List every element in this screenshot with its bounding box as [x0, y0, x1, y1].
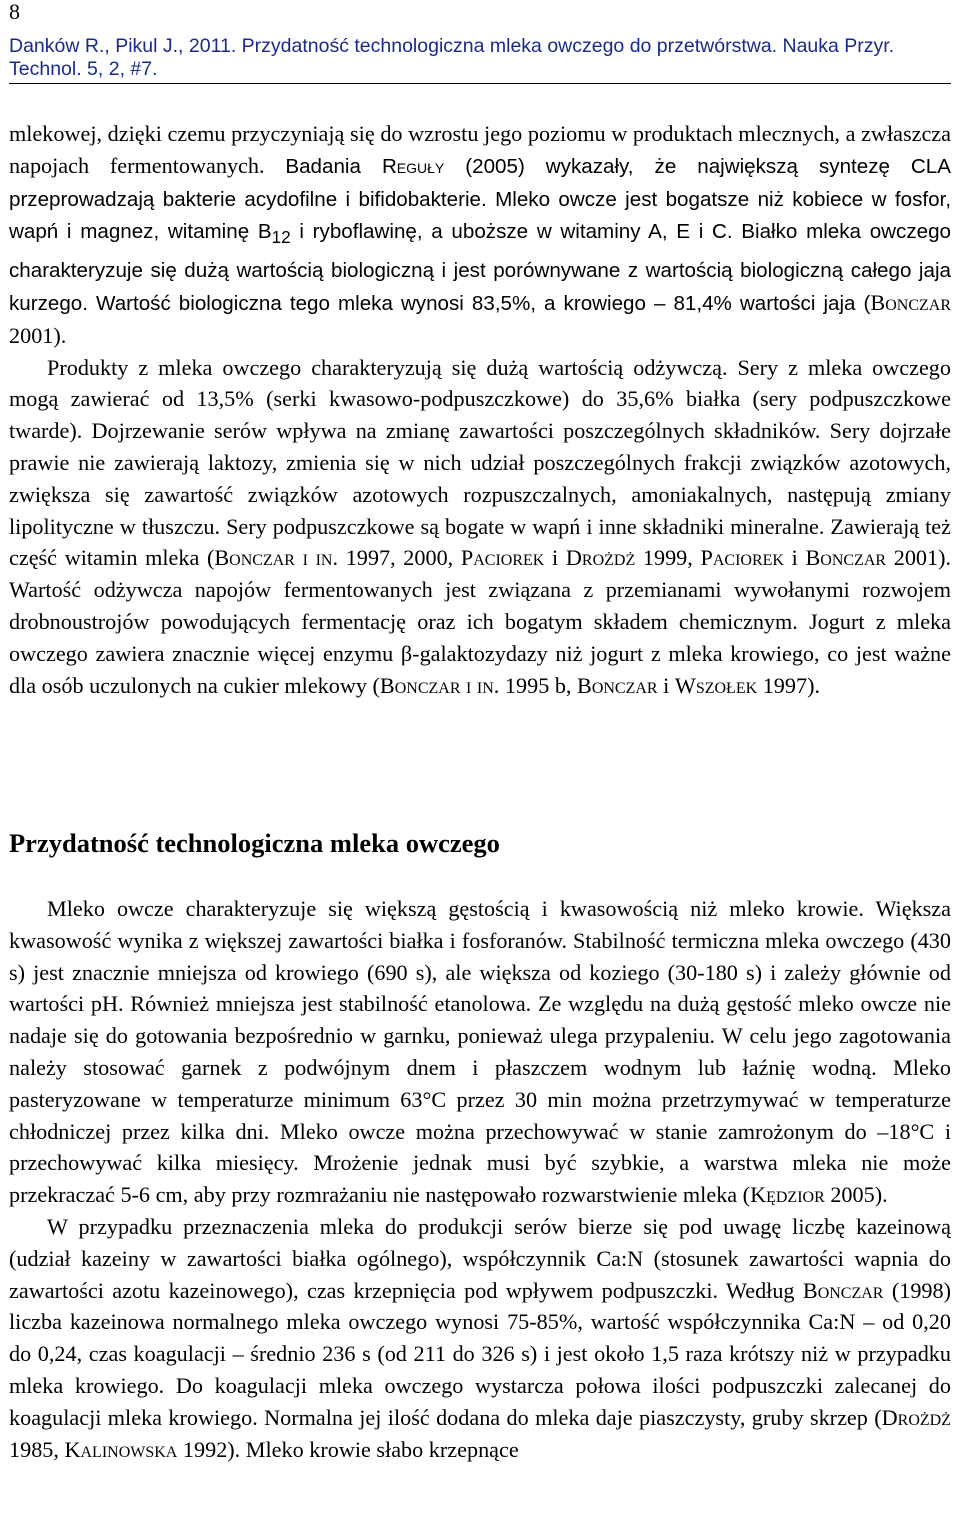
author-citation: Paciorek	[700, 545, 784, 571]
section-heading: Przydatność technologiczna mleka owczego	[9, 828, 500, 858]
text-run: 2001). Wartość odżywcza napojów fermentowanych jest związana z przemianami wywołanymi rozwojem drobnoustrojów powodujących fermentację oraz ich bogatym składem chemicznym. Jogurt z mleka owczego zawiera znacznie więcej enzymu β-galaktozydazy niż jogurt z mleka krowiego, co jest ważne dla osób uczulonych na cukier mlekowy (	[9, 545, 952, 698]
text-run: Produkty z mleka owczego charakteryzują się dużą wartością odżywczą. Sery z mleka owczego mogą zawierać od 13,5% (serki kwasowo-podpuszczkowe) do 35,6% białka (sery podpuszczkowe twarde). Dojrzewanie serów wpływa na zmianę zawartości poszczególnych składników. Sery dojrzałe prawie nie zawierają laktozy, zmienia się w nich udział poszczególnych frakcji związków azotowych, zwiększa się zawartość związków azotowych rozpuszczalnych, amoniakalnych, następują zmiany lipolityczne w tłuszczu. Sery podpuszczkowe są bogate w wapń i inne składniki mineralne. Zawierają też część witamin mleka (	[9, 354, 951, 571]
text-run: 1995 b,	[499, 672, 578, 698]
text-run: 1985,	[9, 1436, 65, 1462]
paragraph-technological-properties	[9, 893, 951, 1211]
text-run: 1997, 2000,	[338, 545, 461, 571]
author-citation: Bonczar	[870, 290, 951, 316]
body-text-lower	[9, 893, 951, 1465]
subscript: 12	[271, 227, 291, 248]
body-text-upper	[9, 118, 951, 701]
text-run: W przypadku przeznaczenia mleka do produkcji serów bierze się pod uwagę liczbę kazeinową (udział kazeiny w zawartości białka ogólnego), współczynnik Ca:N (stosunek zawartości wapnia do zawartości azotu kazeinowego), czas krzepnięcia pod wpływem podpuszczki. Według	[9, 1213, 951, 1303]
text-run: mlekowej, dzięki czemu przyczyniają się do wzrostu jego poziomu w produktach mlecznych, a zwłaszcza napojach fermentowanych.	[9, 121, 951, 178]
running-header-citation: Danków R., Pikul J., 2011. Przydatność technologiczna mleka owczego do przetwórstwa. Nauka Przyr. Technol. 5, 2, #7.	[9, 35, 895, 80]
author-citation: Bonczar i in.	[379, 672, 500, 698]
author-citation: Bonczar	[802, 1277, 884, 1303]
author-citation: Bonczar i in.	[214, 545, 339, 571]
paragraph-products	[9, 352, 951, 702]
author-citation: Bonczar	[805, 545, 887, 571]
page-number: 8	[9, 0, 20, 24]
text-run: Mleko owcze charakteryzuje się większą gęstością i kwasowością niż mleko krowie. Większa kwasowość wynika z większej zawartości białka i fosforanów. Stabilność termiczna mleka owczego (430 s) jest znacznie mniejsza od krowiego (690 s), ale większa od koziego (30-180 s) i zależy głównie od wartości pH. Również mniejsza jest stabilność etanolowa. Ze względu na dużą gęstość mleko owcze nie nadaje się do gotowania bezpośrednio w garnku, ponieważ ulega przypaleniu. W celu jego zagotowania należy stosować garnek z podwójnym dnem i płaszczem wodnym lub łaźnię wodną. Mleko pasteryzowane w temperaturze minimum 63°C przez 30 min można przetrzymywać w temperaturze chłodniczej przez kilka dni. Mleko owcze można przechowywać w stanie zamrożonym do –18°C i przechowywać kilka miesięcy. Mrożenie jednak musi być szybkie, a warstwa mleka nie może przekraczać 5-6 cm, aby przy rozmrażaniu nie następowało rozwarstwienie mleka (	[9, 896, 951, 1208]
paragraph-milk-composition	[9, 118, 951, 352]
author-citation: Bonczar	[577, 672, 658, 698]
text-run: 1999,	[635, 545, 701, 571]
text-run: Badania	[285, 154, 382, 178]
author-citation: Drożdż	[881, 1404, 951, 1430]
text-run: i	[544, 545, 566, 571]
text-run: i	[783, 545, 806, 571]
text-run: i ryboflawinę, a uboższe w witaminy A, E i C.	[290, 220, 733, 244]
text-run: 2001).	[9, 322, 67, 348]
text-run: i	[657, 672, 675, 698]
text-run: 2005).	[824, 1182, 888, 1208]
header-rule	[9, 83, 951, 84]
text-run: Białko mleka owczego charakteryzuje się dużą wartością biologiczną i jest porównywane z wartością biologiczną całego jaja kurzego. Wartość biologiczna tego mleka wynosi 83,5%, a krowiego – 81,4% wartości jaja (	[9, 220, 951, 316]
author-citation: Paciorek	[460, 545, 545, 571]
author-citation: Kędzior	[750, 1182, 825, 1208]
text-run: (1998) liczba kazeinowa normalnego mleka owczego wynosi 75-85%, wartość współczynnika Ca:N – od 0,20 do 0,24, czas koagulacji – średnio 236 s (od 211 do 326 s) i jest około 1,5 raza krótszy niż w przypadku mleka krowiego. Do koagulacji mleka owczego wystarcza połowa ilości podpuszczki zalecanej do koagulacji mleka krowiego. Normalna jej ilość dodana do mleka daje piaszczysty, gruby skrzep (	[9, 1277, 952, 1430]
author-citation: Drożdż	[565, 545, 636, 571]
author-citation: Reguły	[381, 154, 445, 178]
paragraph-cheese-production	[9, 1211, 951, 1465]
author-citation: Kalinowska	[64, 1436, 178, 1462]
text-run: (2005) wykazały, że największą syntezę CLA przeprowadzają bakterie acydofilne i bifidobakterie. Mleko owcze jest bogatsze niż kobiece w fosfor, wapń i magnez, witaminę B	[9, 154, 951, 244]
text-run: 1992). Mleko krowie słabo krzepnące	[177, 1436, 519, 1462]
text-run: 1997).	[757, 672, 821, 698]
author-citation: Wszołek	[674, 672, 758, 698]
